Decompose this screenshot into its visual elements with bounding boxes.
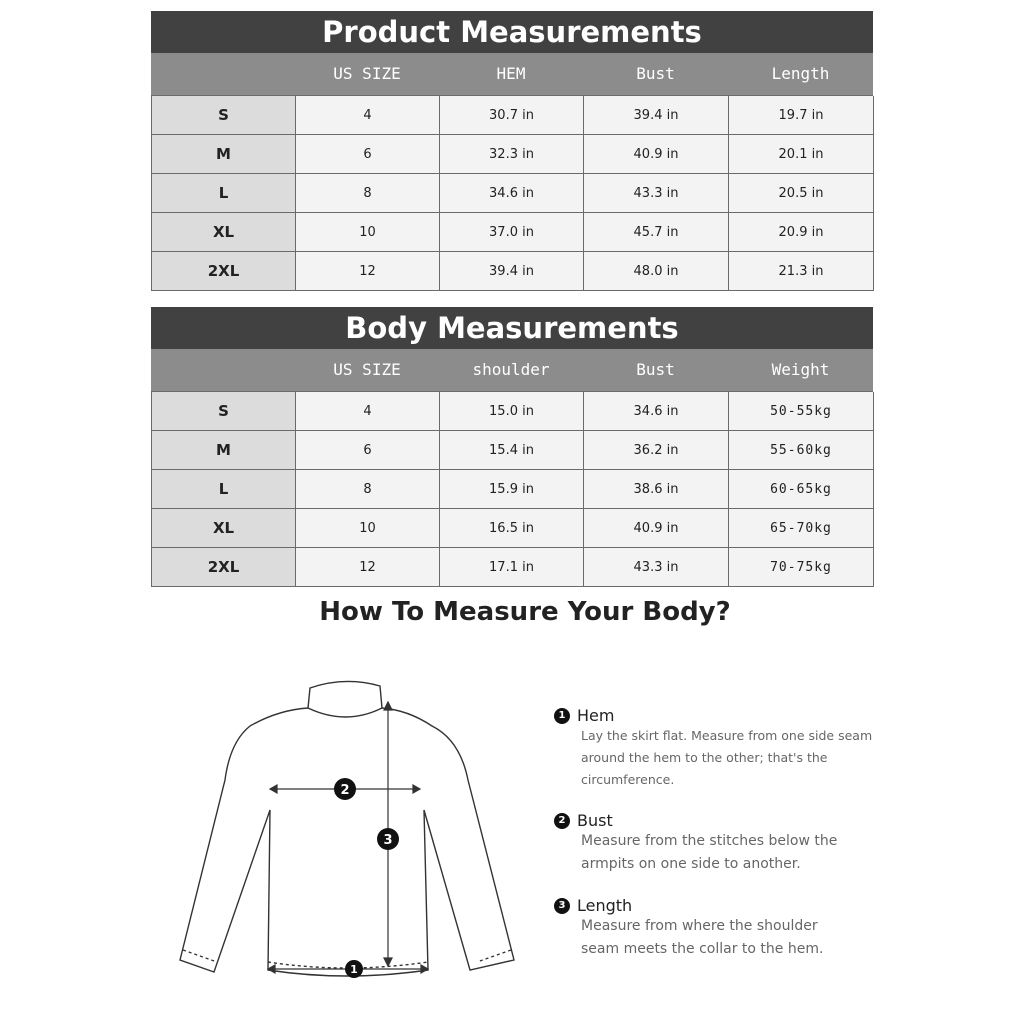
size-cell: 2XL — [152, 252, 296, 291]
header-cell-shoulder: shoulder — [472, 360, 550, 379]
table-cell: 6 — [296, 431, 440, 470]
table-cell: 15.9 in — [440, 470, 584, 509]
header-cell — [151, 349, 295, 391]
measurement-notes — [554, 706, 914, 981]
table-cell: 15.0 in — [440, 392, 584, 431]
size-cell: L — [152, 470, 296, 509]
header-cell-bust: Bust — [636, 64, 675, 83]
note-line: seam meets the collar to the hem. — [581, 941, 824, 957]
table-cell: 10 — [296, 213, 440, 252]
table-cell: 12 — [296, 548, 440, 587]
table-cell: 43.3 in — [584, 548, 729, 587]
product-table-title: Product Measurements — [151, 11, 873, 53]
marker-1-icon — [345, 960, 363, 978]
size-cell: XL — [152, 509, 296, 548]
size-cell: L — [152, 174, 296, 213]
note-line: Measure from the stitches below the — [581, 833, 838, 849]
size-cell: S — [152, 392, 296, 431]
note-label: Length — [577, 896, 633, 915]
table-cell: 38.6 in — [584, 470, 729, 509]
note-hem — [554, 706, 914, 791]
header-cell-us-size: US SIZE — [333, 64, 401, 83]
table-cell: 4 — [296, 392, 440, 431]
table-cell: 16.5 in — [440, 509, 584, 548]
table-cell: 45.7 in — [584, 213, 729, 252]
svg-text:3: 3 — [383, 833, 393, 848]
weight-cell: 60-65kg — [729, 470, 874, 509]
size-cell: M — [152, 135, 296, 174]
table-cell: 39.4 in — [440, 252, 584, 291]
how-to-measure-title: How To Measure Your Body? — [319, 597, 731, 627]
table-cell: 30.7 in — [440, 96, 584, 135]
table-cell: 15.4 in — [440, 431, 584, 470]
header-cell-us-size: US SIZE — [333, 360, 401, 379]
product-table-body — [151, 95, 873, 291]
marker-2-icon — [334, 778, 356, 800]
svg-text:2: 2 — [340, 783, 350, 798]
svg-text:1: 1 — [350, 963, 358, 976]
product-table-header — [151, 53, 873, 95]
table-cell: 20.5 in — [729, 174, 874, 213]
note-line: Lay the skirt flat. Measure from one side seam — [581, 728, 873, 743]
table-cell: 40.9 in — [584, 135, 729, 174]
header-cell-bust: Bust — [636, 360, 675, 379]
note-line: armpits on one side to another. — [581, 856, 801, 872]
table-cell: 36.2 in — [584, 431, 729, 470]
number-1-icon: 1 — [554, 708, 570, 724]
weight-cell: 70-75kg — [729, 548, 874, 587]
table-cell: 40.9 in — [584, 509, 729, 548]
number-3-icon: 3 — [554, 898, 570, 914]
product-measurements-table — [151, 11, 873, 291]
weight-cell: 55-60kg — [729, 431, 874, 470]
note-line: around the hem to the other; that's the circumference. — [581, 750, 828, 787]
table-cell: 37.0 in — [440, 213, 584, 252]
header-cell — [151, 53, 295, 95]
weight-cell: 50-55kg — [729, 392, 874, 431]
body-table-body — [151, 391, 873, 587]
note-label: Hem — [577, 706, 615, 725]
table-cell: 20.9 in — [729, 213, 874, 252]
note-line: Measure from where the shoulder — [581, 918, 818, 934]
header-cell-hem: HEM — [496, 64, 526, 83]
table-cell: 19.7 in — [729, 96, 874, 135]
table-cell: 12 — [296, 252, 440, 291]
table-cell: 39.4 in — [584, 96, 729, 135]
size-cell: S — [152, 96, 296, 135]
table-cell: 43.3 in — [584, 174, 729, 213]
marker-3-icon — [377, 828, 399, 850]
table-cell: 21.3 in — [729, 252, 874, 291]
note-bust — [554, 811, 914, 876]
size-cell: M — [152, 431, 296, 470]
table-cell: 4 — [296, 96, 440, 135]
body-measurements-table — [151, 307, 873, 587]
table-cell: 6 — [296, 135, 440, 174]
body-table-header — [151, 349, 873, 391]
weight-cell: 65-70kg — [729, 509, 874, 548]
table-cell: 8 — [296, 174, 440, 213]
garment-diagram — [170, 670, 530, 1000]
note-label: Bust — [577, 811, 613, 830]
shirt-outline-icon — [180, 681, 514, 976]
table-cell: 8 — [296, 470, 440, 509]
table-cell: 32.3 in — [440, 135, 584, 174]
table-cell: 10 — [296, 509, 440, 548]
size-cell: 2XL — [152, 548, 296, 587]
header-cell-length: Length — [771, 64, 830, 83]
table-cell: 34.6 in — [440, 174, 584, 213]
number-2-icon: 2 — [554, 813, 570, 829]
table-cell: 34.6 in — [584, 392, 729, 431]
table-cell: 17.1 in — [440, 548, 584, 587]
note-length — [554, 896, 914, 961]
table-cell: 48.0 in — [584, 252, 729, 291]
size-cell: XL — [152, 213, 296, 252]
header-cell-weight: Weight — [771, 360, 830, 379]
table-cell: 20.1 in — [729, 135, 874, 174]
body-table-title: Body Measurements — [151, 307, 873, 349]
